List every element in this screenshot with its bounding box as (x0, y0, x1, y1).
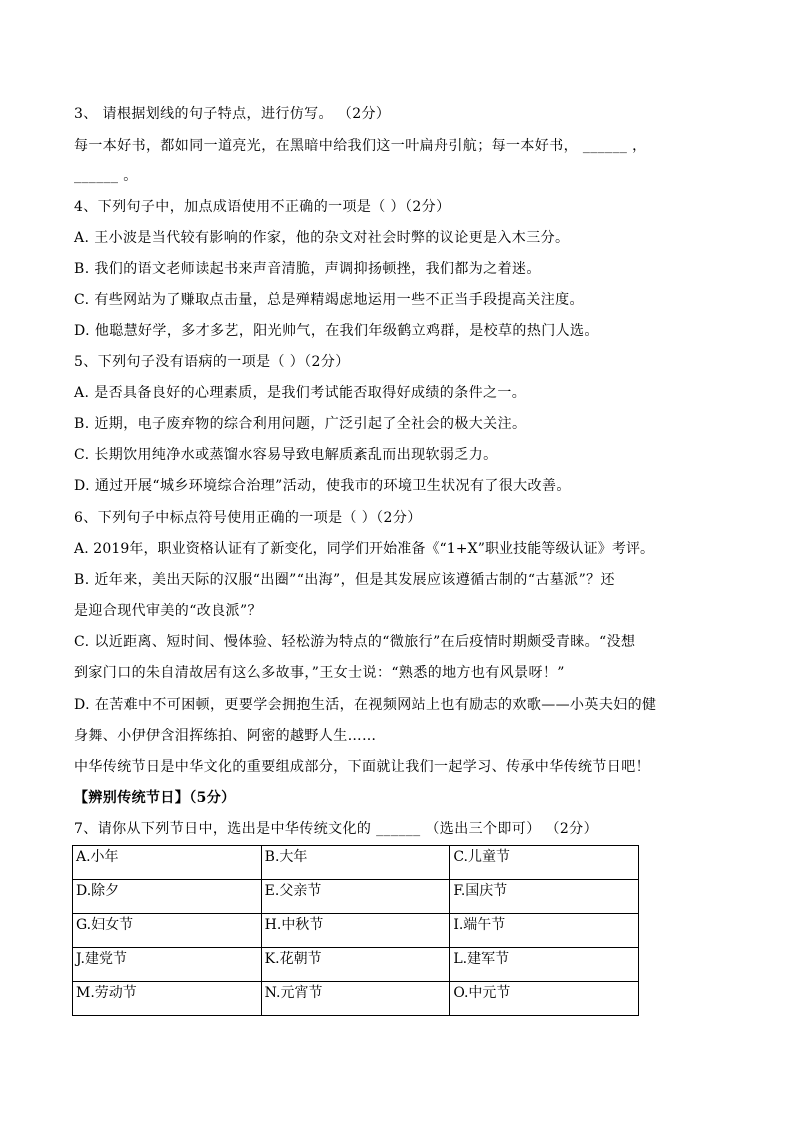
q5-option-d: D. 通过开展“城乡环境综合治理”活动，使我市的环境卫生状况有了很大改善。 (74, 478, 571, 494)
q6-stem: 6、下列句子中标点符号使用正确的一项是（ ）（2分） (74, 510, 422, 526)
table-cell: A.小年 (73, 846, 262, 880)
q4-option-d: D. 他聪慧好学，多才多艺，阳光帅气，在我们年级鹤立鸡群，是校草的热门人选。 (74, 323, 599, 339)
table-cell: C.儿童节 (450, 846, 639, 880)
table-row (73, 948, 639, 982)
table-cell: B.大年 (261, 846, 450, 880)
festival-table (72, 845, 639, 1016)
q4-option-b: B. 我们的语文老师读起书来声音清脆，声调抑扬顿挫，我们都为之着迷。 (74, 261, 541, 277)
table-cell: H.中秋节 (261, 914, 450, 948)
q6-option-c-cont: 到家门口的朱自清故居有这么多故事，”王女士说：“熟悉的地方也有风景呀！” (74, 665, 565, 681)
q5-stem: 5、下列句子没有语病的一项是（ ）（2分） (74, 354, 350, 370)
q7-stem: 7、请你从下列节日中，选出是中华传统文化的 ______ （选出三个即可） （2分） (74, 821, 598, 837)
table-cell: D.除夕 (73, 880, 262, 914)
q6-option-b-cont: 是迎合现代审美的“改良派”？ (74, 603, 262, 619)
q5-option-b: B. 近期，电子废弃物的综合利用问题，广泛引起了全社会的极大关注。 (74, 416, 527, 432)
q4-option-a: A. 王小波是当代较有影响的作家，他的杂文对社会时弊的议论更是入木三分。 (74, 230, 570, 246)
q6-option-b: B. 近年来，美出天际的汉服“出圈”“出海”，但是其发展应该遵循古制的“古墓派”？还 (74, 572, 615, 588)
q6-option-d: D. 在苦难中不可困顿，更要学会拥抱生活，在视频网站上也有励志的欢歌——小英夫妇的健 (74, 697, 657, 713)
q3-stem: 3、 请根据划线的句子特点，进行仿写。 （2分） (74, 106, 391, 122)
q6-option-d-cont: 身舞、小伊伊含泪挥练拍、阿密的越野人生…… (74, 728, 377, 744)
table-row (73, 846, 639, 880)
section-title: 【辨别传统节日】（5分） (74, 790, 236, 806)
table-cell: N.元宵节 (261, 982, 450, 1016)
table-cell: J.建党节 (73, 948, 262, 982)
q3-line-1: 每一本好书，都如同一道亮光，在黑暗中给我们这一叶扁舟引航；每一本好书， ______ ， (74, 138, 647, 154)
q6-option-a: A. 2019年，职业资格认证有了新变化，同学们开始准备《“1+X”职业技能等级认证》考评。 (74, 541, 655, 557)
table-row (73, 982, 639, 1016)
q5-option-c: C. 长期饮用纯净水或蒸馏水容易导致电解质紊乱而出现软弱乏力。 (74, 447, 498, 463)
table-cell: K.花朝节 (261, 948, 450, 982)
q6-option-c: C. 以近距离、短时间、慢体验、轻松游为特点的“微旅行”在后疫情时期颇受青睐。“没想 (74, 634, 636, 650)
q4-stem: 4、下列句子中，加点成语使用不正确的一项是（ ）（2分） (74, 199, 451, 215)
intro-text: 中华传统节日是中华文化的重要组成部分，下面就让我们一起学习、传承中华传统节日吧！ (74, 759, 650, 775)
table-cell: E.父亲节 (261, 880, 450, 914)
q4-option-c: C. 有些网站为了赚取点击量，总是殚精竭虑地运用一些不正当手段提高关注度。 (74, 292, 584, 308)
table-cell: G.妇女节 (73, 914, 262, 948)
table-cell: F.国庆节 (450, 880, 639, 914)
table-row (73, 914, 639, 948)
table-cell: L.建军节 (450, 948, 639, 982)
table-cell: I.端午节 (450, 914, 639, 948)
table-cell: M.劳动节 (73, 982, 262, 1016)
q3-line-2: ______ 。 (74, 168, 138, 184)
table-row (73, 880, 639, 914)
table-cell: O.中元节 (450, 982, 639, 1016)
q5-option-a: A. 是否具备良好的心理素质，是我们考试能否取得好成绩的条件之一。 (74, 385, 527, 401)
